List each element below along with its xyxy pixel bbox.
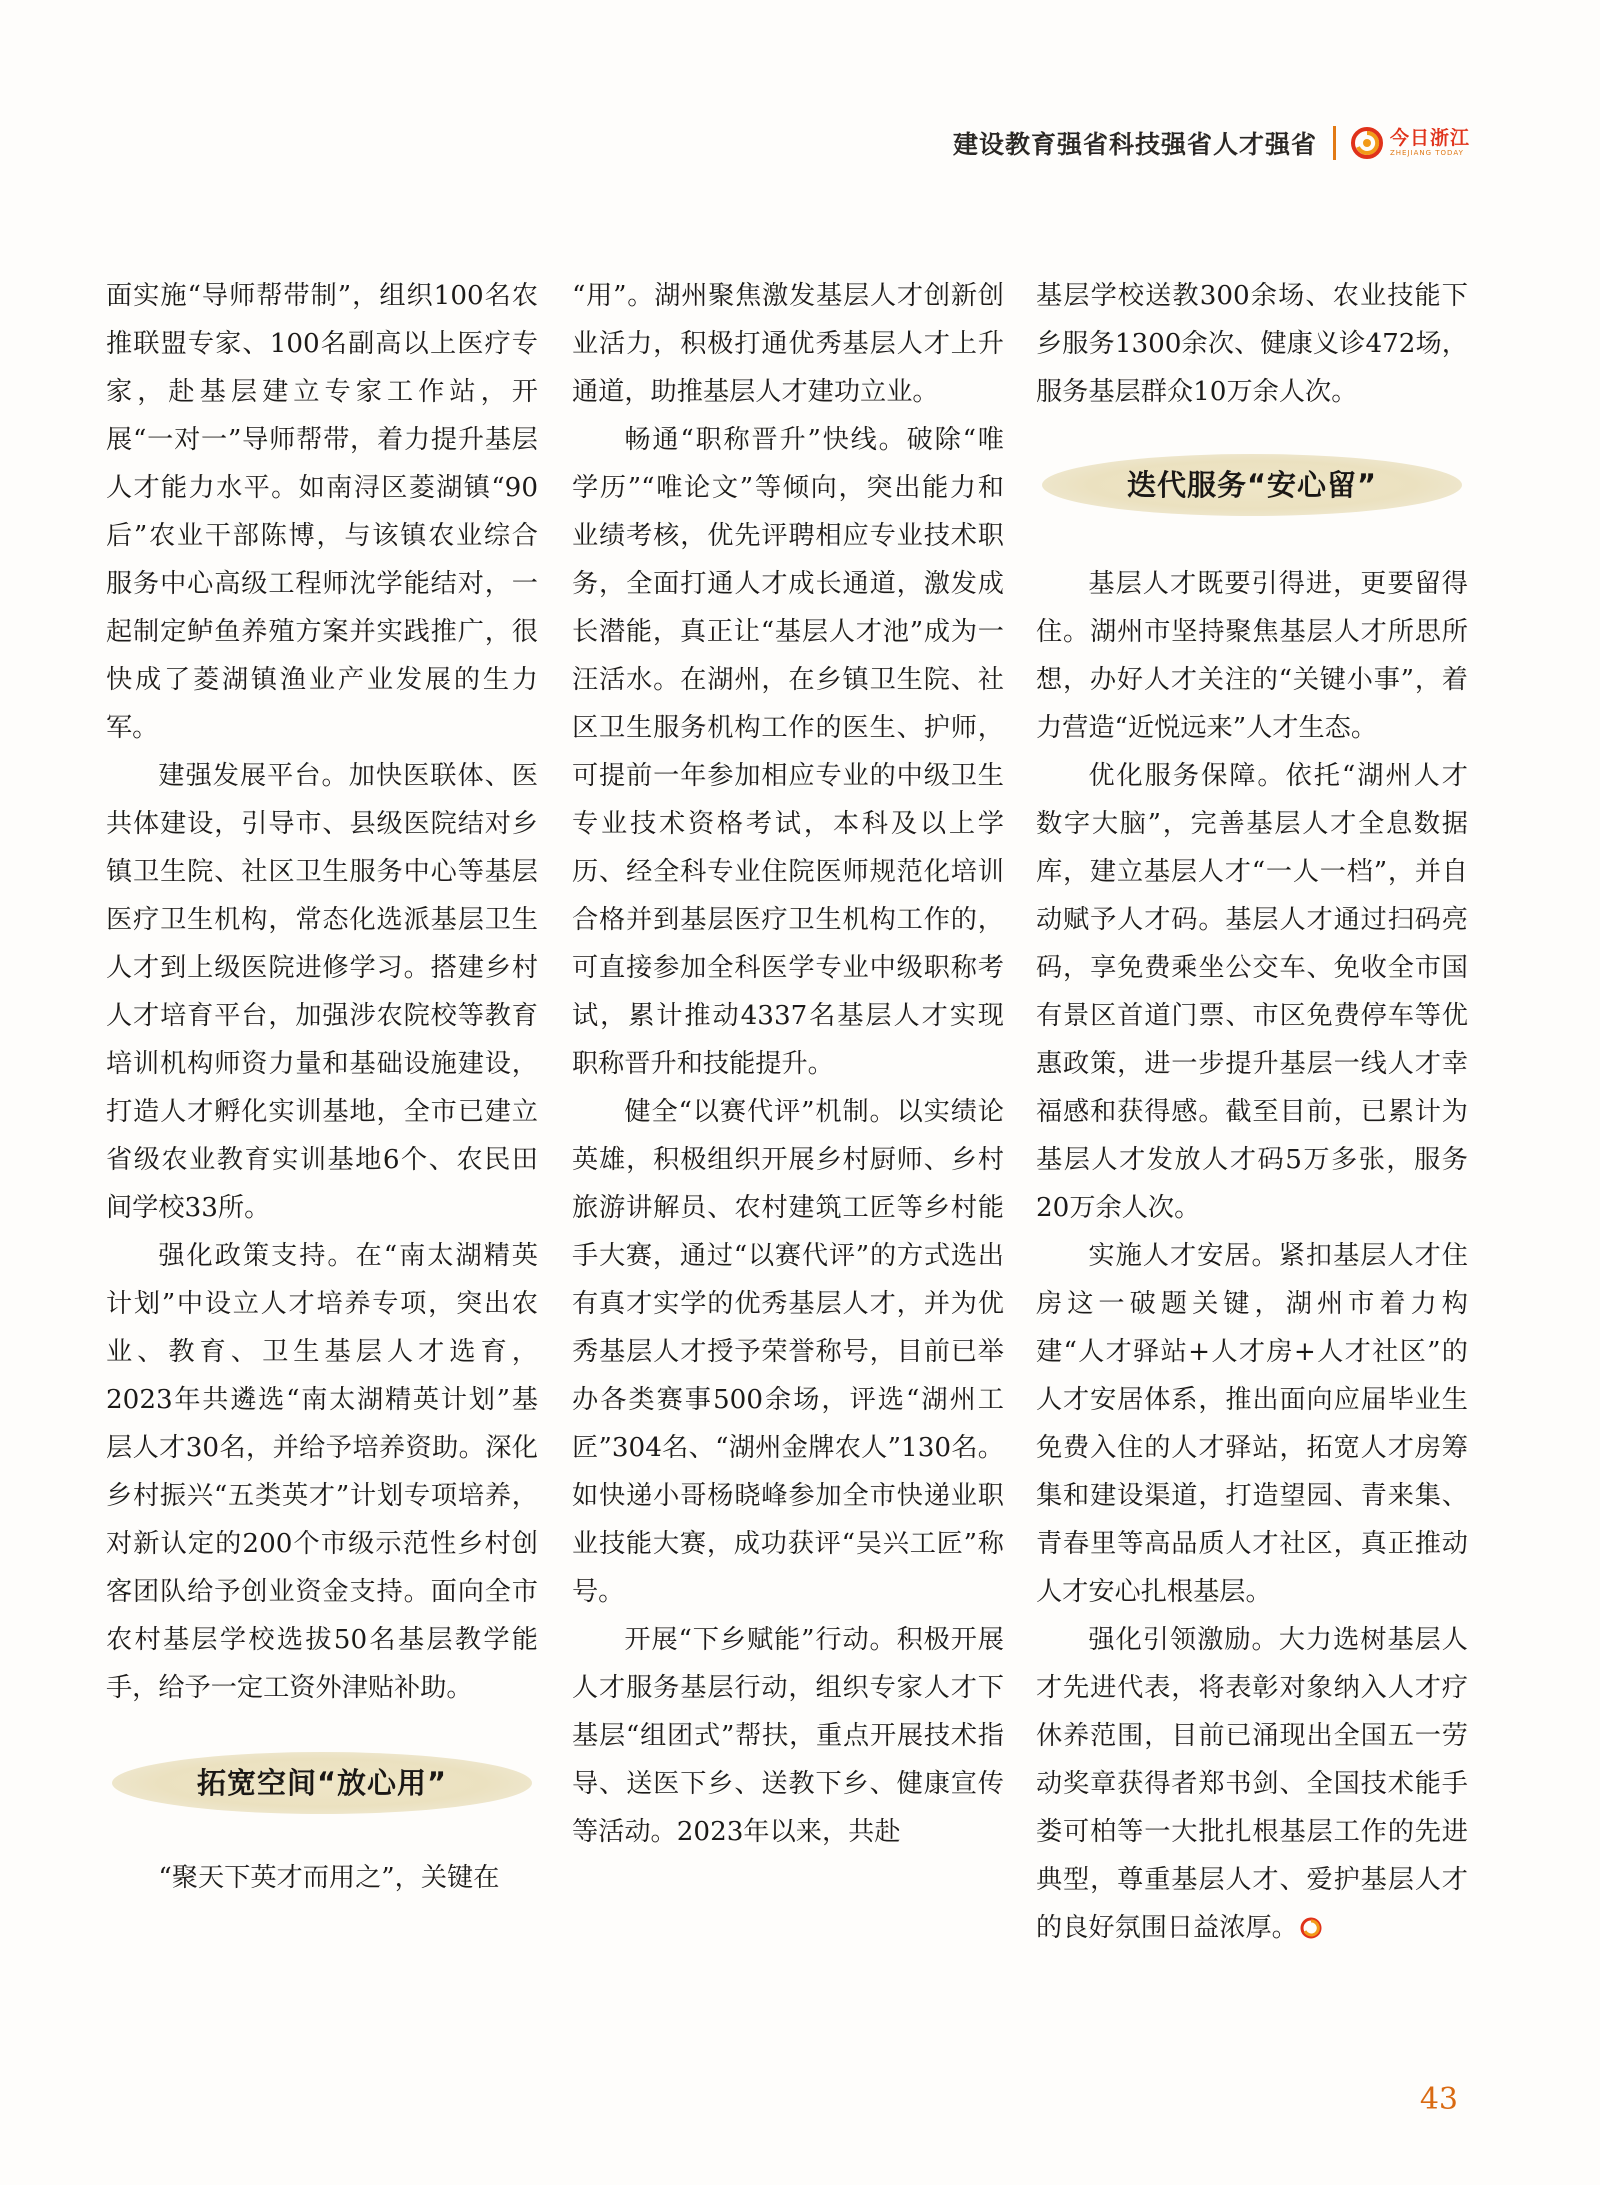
paragraph: 健全“以赛代评”机制。以实绩论英雄，积极组织开展乡村厨师、乡村旅游讲解员、农村建筑工匠等乡村能手大赛，通过“以赛代评”的方式选出有真才实学的优秀基层人才，并为优秀基层人才授予荣誉称号，目前已举办各类赛事500余场，评选“湖州工匠”304名、“湖州金牌农人”130名。如快递小哥杨晓峰参加全市快递业职业技能大赛，成功获评“吴兴工匠”称号。 [572,1097,1004,1607]
paragraph-text: 强化引领激励。大力选树基层人才先进代表，将表彰对象纳入人才疗休养范围，目前已涌现出全国五一劳动奖章获得者郑书剑、全国技术能手娄可柏等一大批扎根基层工作的先进典型，尊重基层人才、爱护基层人才的良好氛围日益浓厚。 [1036,1625,1468,1943]
section-heading-fangxinyong: 拓宽空间“放心用” [112,1752,532,1814]
logo-en-text: ZHEJIANG TODAY [1389,149,1464,157]
logo-cn-text: 今日浙江 [1389,127,1470,149]
paragraph: 强化政策支持。在“南太湖精英计划”中设立人才培养专项，突出农业、教育、卫生基层人才选育，2023年共遴选“南太湖精英计划”基层人才30名，并给予培养资助。深化乡村振兴“五类英才”计划专项培养，对新认定的200个市级示范性乡村创客团队给予创业资金支持。面向全市农村基层学校选拔50名基层教学能手，给予一定工资外津贴补助。 [106,1241,538,1703]
paragraph: 基层学校送教300余场、农业技能下乡服务1300余次、健康义诊472场，服务基层群众10万余人次。 [1036,281,1468,407]
paragraph: 建强发展平台。加快医联体、医共体建设，引导市、县级医院结对乡镇卫生院、社区卫生服务中心等基层医疗卫生机构，常态化选派基层卫生人才到上级医院进修学习。搭建乡村人才培育平台，加强涉农院校等教育培训机构师资力量和基础设施建设，打造人才孵化实训基地，全市已建立省级农业教育实训基地6个、农民田间学校33所。 [106,761,538,1223]
end-mark-icon [1300,1917,1322,1939]
header-divider [1333,126,1336,160]
paragraph: 面实施“导师帮带制”，组织100名农推联盟专家、100名副高以上医疗专家，赴基层建立专家工作站，开展“一对一”导师帮带，着力提升基层人才能力水平。如南浔区菱湖镇“90后”农业干部陈博，与该镇农业综合服务中心高级工程师沈学能结对，一起制定鲈鱼养殖方案并实践推广，很快成了菱湖镇渔业产业发展的生力军。 [106,281,538,743]
paragraph: “用”。湖州聚焦激发基层人才创新创业活力，积极打通优秀基层人才上升通道，助推基层人才建功立业。 [572,281,1004,407]
page-header [953,118,1470,168]
column-1 [106,272,538,1902]
paragraph: “聚天下英才而用之”，关键在 [158,1863,500,1893]
paragraph: 畅通“职称晋升”快线。破除“唯学历”“唯论文”等倾向，突出能力和业绩考核，优先评聘相应专业技术职务，全面打通人才成长通道，激发成长潜能，真正让“基层人才池”成为一汪活水。在湖州，在乡镇卫生院、社区卫生服务机构工作的医生、护师，可提前一年参加相应专业的中级卫生专业技术资格考试，本科及以上学历、经全科专业住院医师规范化培训合格并到基层医疗卫生机构工作的，可直接参加全科医学专业中级职称考试，累计推动4337名基层人才实现职称晋升和技能提升。 [572,425,1004,1079]
paragraph: 优化服务保障。依托“湖州人才数字大脑”，完善基层人才全息数据库，建立基层人才“一人一档”，并自动赋予人才码。基层人才通过扫码亮码，享免费乘坐公交车、免收全市国有景区首道门票、市区免费停车等优惠政策，进一步提升基层一线人才幸福感和获得感。截至目前，已累计为基层人才发放人才码5万多张，服务20万余人次。 [1036,761,1468,1223]
column-3 [1036,272,1468,1952]
logo-swirl-icon [1350,126,1384,160]
zhejiang-today-logo [1350,126,1470,160]
header-title: 建设教育强省科技强省人才强省 [952,130,1317,159]
paragraph: 基层人才既要引得进，更要留得住。湖州市坚持聚焦基层人才所思所想，办好人才关注的“关键小事”，着力营造“近悦远来”人才生态。 [1036,569,1468,743]
paragraph: 实施人才安居。紧扣基层人才住房这一破题关键，湖州市着力构建“人才驿站+人才房+人才社区”的人才安居体系，推出面向应届毕业生免费入住的人才驿站，拓宽人才房筹集和建设渠道，打造望园、青来集、青春里等高品质人才社区，真正推动人才安心扎根基层。 [1036,1241,1468,1607]
column-2 [572,272,1004,1856]
paragraph-last [1036,1616,1468,1952]
paragraph: 开展“下乡赋能”行动。积极开展人才服务基层行动，组织专家人才下基层“组团式”帮扶，重点开展技术指导、送医下乡、送教下乡、健康宣传等活动。2023年以来，共赴 [572,1625,1004,1847]
page-number: 43 [1419,2082,1458,2117]
section-heading-anxinliu: 迭代服务“安心留” [1042,454,1462,516]
